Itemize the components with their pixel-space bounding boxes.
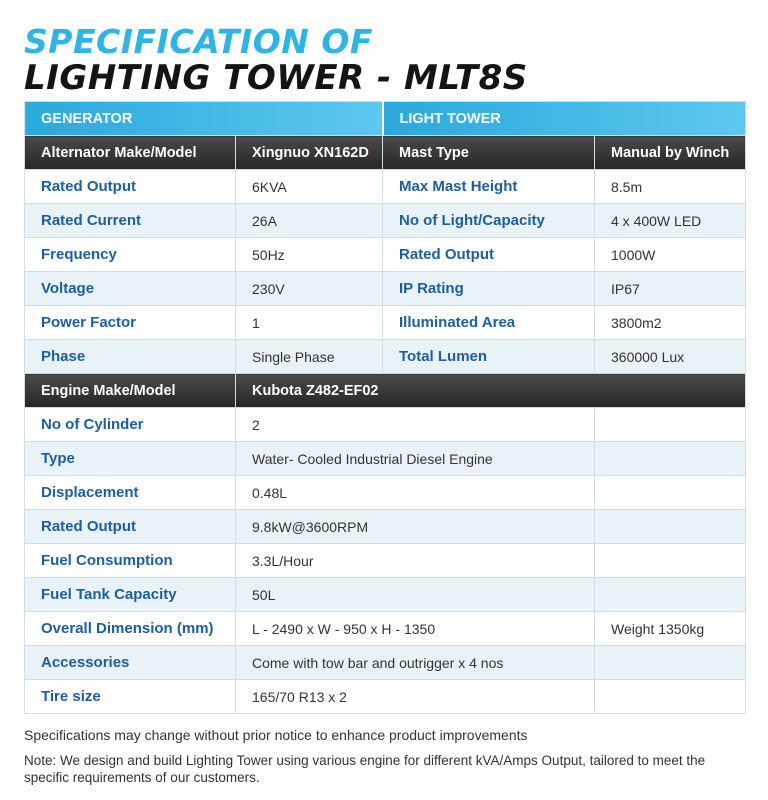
mast-type-label: Mast Type: [383, 136, 595, 170]
spec-extra: [595, 578, 746, 612]
title-line-1: SPECIFICATION OF: [24, 22, 373, 61]
spec-value: Single Phase: [236, 340, 383, 374]
spec-value: 50L: [236, 578, 595, 612]
customization-note: Note: We design and build Lighting Tower using various engine for different kVA/Amps Output, tailored to meet the specific requirements of our customers.: [24, 753, 706, 785]
table-row: [25, 510, 746, 544]
table-row: [25, 442, 746, 476]
table-row: [25, 612, 746, 646]
table-row: [25, 646, 746, 680]
spec-label: Total Lumen: [383, 340, 595, 374]
spec-value: 9.8kW@3600RPM: [236, 510, 595, 544]
spec-label: IP Rating: [383, 272, 595, 306]
alternator-label: Alternator Make/Model: [25, 136, 236, 170]
spec-extra: [595, 544, 746, 578]
spec-label: Phase: [25, 340, 236, 374]
table-row: [25, 680, 746, 714]
table-row: [25, 272, 746, 306]
engine-value: Kubota Z482-EF02: [236, 374, 746, 408]
spec-value: 4 x 400W LED: [595, 204, 746, 238]
section-header-row: [25, 102, 746, 136]
spec-label: Illuminated Area: [383, 306, 595, 340]
spec-label: Rated Output: [25, 510, 236, 544]
spec-label: Displacement: [25, 476, 236, 510]
spec-extra: Weight 1350kg: [595, 612, 746, 646]
spec-extra: [595, 442, 746, 476]
spec-value: 230V: [236, 272, 383, 306]
spec-extra: [595, 476, 746, 510]
spec-label: Max Mast Height: [383, 170, 595, 204]
title-line-2: LIGHTING TOWER - MLT8S: [24, 58, 528, 98]
spec-value: 6KVA: [236, 170, 383, 204]
engine-label: Engine Make/Model: [25, 374, 236, 408]
spec-table: [24, 101, 746, 714]
spec-value: 165/70 R13 x 2: [236, 680, 595, 714]
spec-label: Rated Current: [25, 204, 236, 238]
spec-label: Type: [25, 442, 236, 476]
spec-value: 3.3L/Hour: [236, 544, 595, 578]
spec-label: Tire size: [25, 680, 236, 714]
spec-label: Fuel Consumption: [25, 544, 236, 578]
spec-label: Overall Dimension (mm): [25, 612, 236, 646]
table-row: [25, 578, 746, 612]
spec-value: 26A: [236, 204, 383, 238]
table-row: [25, 408, 746, 442]
spec-label: No of Cylinder: [25, 408, 236, 442]
spec-value: 50Hz: [236, 238, 383, 272]
section-light-tower: LIGHT TOWER: [383, 102, 746, 136]
spec-label: Power Factor: [25, 306, 236, 340]
section-generator: GENERATOR: [25, 102, 383, 136]
table-row: [25, 238, 746, 272]
spec-label: Voltage: [25, 272, 236, 306]
table-row: [25, 170, 746, 204]
spec-value: 2: [236, 408, 595, 442]
spec-label: Accessories: [25, 646, 236, 680]
spec-extra: [595, 408, 746, 442]
table-row: [25, 340, 746, 374]
spec-label: Rated Output: [383, 238, 595, 272]
spec-value: L - 2490 x W - 950 x H - 1350: [236, 612, 595, 646]
table-row: [25, 204, 746, 238]
engine-header-row: [25, 374, 746, 408]
spec-value: Water- Cooled Industrial Diesel Engine: [236, 442, 595, 476]
table-row: [25, 306, 746, 340]
spec-label: Frequency: [25, 238, 236, 272]
alternator-value: Xingnuo XN162D: [236, 136, 383, 170]
spec-label: No of Light/Capacity: [383, 204, 595, 238]
spec-value: 360000 Lux: [595, 340, 746, 374]
spec-value: Come with tow bar and outrigger x 4 nos: [236, 646, 595, 680]
spec-value: 0.48L: [236, 476, 595, 510]
spec-value: IP67: [595, 272, 746, 306]
spec-extra: [595, 646, 746, 680]
spec-extra: [595, 680, 746, 714]
table-row: [25, 476, 746, 510]
alternator-header-row: [25, 136, 746, 170]
mast-type-value: Manual by Winch: [595, 136, 746, 170]
spec-extra: [595, 510, 746, 544]
spec-value: 1000W: [595, 238, 746, 272]
spec-value: 1: [236, 306, 383, 340]
spec-value: 3800m2: [595, 306, 746, 340]
spec-value: 8.5m: [595, 170, 746, 204]
spec-label: Rated Output: [25, 170, 236, 204]
table-row: [25, 544, 746, 578]
spec-label: Fuel Tank Capacity: [25, 578, 236, 612]
disclaimer-note: Specifications may change without prior notice to enhance product improvements: [24, 727, 528, 743]
